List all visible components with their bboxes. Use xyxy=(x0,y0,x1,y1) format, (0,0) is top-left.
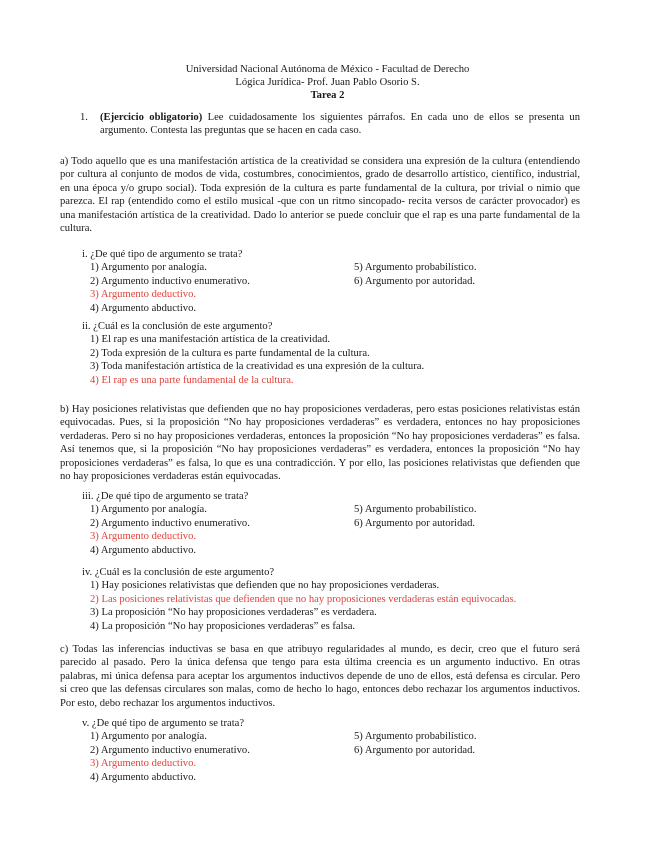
option-5: 5) Argumento probabilístico. xyxy=(354,262,477,274)
options-list xyxy=(90,261,582,315)
course-line: Lógica Jurídica- Prof. Juan Pablo Osorio S. xyxy=(235,77,420,88)
option-3-answer: 3) Argumento deductivo. xyxy=(90,758,197,770)
option-1: 1) El rap es una manifestación artística de la creatividad. xyxy=(90,334,331,346)
question-ii xyxy=(82,320,582,387)
paragraph-c: c) Todas las inferencias inductivas se basa en que atribuyo regularidades al mundo, es decir, creo que el futuro será parecido al pasado. Pero la única defensa que tengo para esta última creencia es un argumento inductivo. En otras palabras, mi única defensa para aceptar los argumentos inductivos depende de uno de ellos, está defensa es circular. Pero si creo que las defensas circulares son malas, como de hecho lo hago, entonces debo rechazar los argumentos inductivos. Por esto, debo rechazar los argumentos inductivos. xyxy=(60,644,580,709)
option-6: 6) Argumento por autoridad. xyxy=(354,517,476,529)
option-3: 3) Toda manifestación artística de la creatividad es una expresión de la cultura. xyxy=(90,361,425,373)
assignment-title: Tarea 2 xyxy=(310,90,345,101)
option-4: 4) La proposición “No hay proposiciones verdaderas” es falsa. xyxy=(90,620,356,632)
options-list xyxy=(90,579,582,633)
option-6: 6) Argumento por autoridad. xyxy=(354,744,476,756)
option-1: 1) Argumento por analogía. xyxy=(90,262,207,274)
option-2: 2) Argumento inductivo enumerativo. xyxy=(90,275,250,287)
university-line: Universidad Nacional Autónoma de México - Facultad de Derecho xyxy=(185,64,470,75)
options-column-2 xyxy=(354,261,477,288)
paragraph-b: b) Hay posiciones relativistas que defienden que no hay proposiciones verdaderas, pero estas posiciones relativistas están equivocadas. Pues, si la proposición “No hay proposiciones verdaderas” es verdadera, entonces no hay proposiciones verdaderas. Pero si no hay proposiciones verdaderas, entonces la proposición “No hay proposiciones verdaderas” es falsa. Así tenemos que, si la proposición “No hay proposiciones verdaderas” es verdadera, entonces la proposición “No hay proposiciones verdaderas” es falsa, lo que es una contradicción. Y por ello, las posiciones relativistas que defienden que no hay proposiciones verdaderas están equivocadas. xyxy=(60,404,580,483)
option-1: 1) Argumento por analogía. xyxy=(90,731,207,743)
question-title: i. ¿De qué tipo de argumento se trata? xyxy=(82,249,243,260)
option-1: 1) Argumento por analogía. xyxy=(90,504,207,516)
paragraph-a: a) Todo aquello que es una manifestación artística de la creatividad se considera una expresión de la cultura (entendiendo por cultura al conjunto de modos de vida, costumbres, conocimientos, grado de desarrollo artístico, científico, industrial, en una época y/o grupo social). Toda expresión de la cultura es parte fundamental de la cultura, por trivial o nimio que parezca. El rap (entendido como el estilo musical -que con un ritmo sincopado- recita versos de carácter provocador) es una manifestación artística de la creatividad. Dado lo anterior se puede concluir que el rap es una parte fundamental de la cultura. xyxy=(60,156,580,235)
option-5: 5) Argumento probabilístico. xyxy=(354,504,477,516)
option-4: 4) Argumento abductivo. xyxy=(90,302,197,314)
options-column-2 xyxy=(354,730,477,757)
question-iii xyxy=(82,490,582,557)
option-5: 5) Argumento probabilístico. xyxy=(354,731,477,743)
options-list xyxy=(90,503,582,557)
question-v xyxy=(82,717,582,784)
option-6: 6) Argumento por autoridad. xyxy=(354,275,476,287)
exercise-number: 1. xyxy=(80,112,88,123)
options-list xyxy=(90,730,582,784)
exercise-instructions xyxy=(80,111,580,138)
option-4: 4) Argumento abductivo. xyxy=(90,544,197,556)
option-4-answer: 4) El rap es una parte fundamental de la cultura. xyxy=(90,374,294,386)
option-3: 3) La proposición “No hay proposiciones verdaderas” es verdadera. xyxy=(90,607,377,619)
options-list xyxy=(90,333,582,387)
option-1: 1) Hay posiciones relativistas que defienden que no hay proposiciones verdaderas. xyxy=(90,580,440,592)
question-iv xyxy=(82,566,582,633)
question-title: ii. ¿Cuál es la conclusión de este argumento? xyxy=(82,321,273,332)
option-2-answer: 2) Las posiciones relativistas que defienden que no hay proposiciones verdaderas están equivocadas. xyxy=(90,593,517,605)
option-2: 2) Argumento inductivo enumerativo. xyxy=(90,517,250,529)
question-title: v. ¿De qué tipo de argumento se trata? xyxy=(82,718,245,729)
option-2: 2) Toda expresión de la cultura es parte fundamental de la cultura. xyxy=(90,347,370,359)
question-title: iv. ¿Cuál es la conclusión de este argumento? xyxy=(82,567,275,578)
option-3-answer: 3) Argumento deductivo. xyxy=(90,531,197,543)
exercise-bold-label: (Ejercicio obligatorio) xyxy=(100,112,203,123)
exercise-body: Lee cuidadosamente los siguientes párrafos. En cada uno de ellos se presenta un argumento. Contesta las preguntas que se hacen en cada caso. xyxy=(100,112,580,137)
options-column-2 xyxy=(354,503,477,530)
question-i xyxy=(82,248,582,315)
document-header xyxy=(0,63,655,102)
option-3-answer: 3) Argumento deductivo. xyxy=(90,289,197,301)
exercise-text xyxy=(100,111,580,138)
option-2: 2) Argumento inductivo enumerativo. xyxy=(90,744,250,756)
option-4: 4) Argumento abductivo. xyxy=(90,771,197,783)
question-title: iii. ¿De qué tipo de argumento se trata? xyxy=(82,491,249,502)
